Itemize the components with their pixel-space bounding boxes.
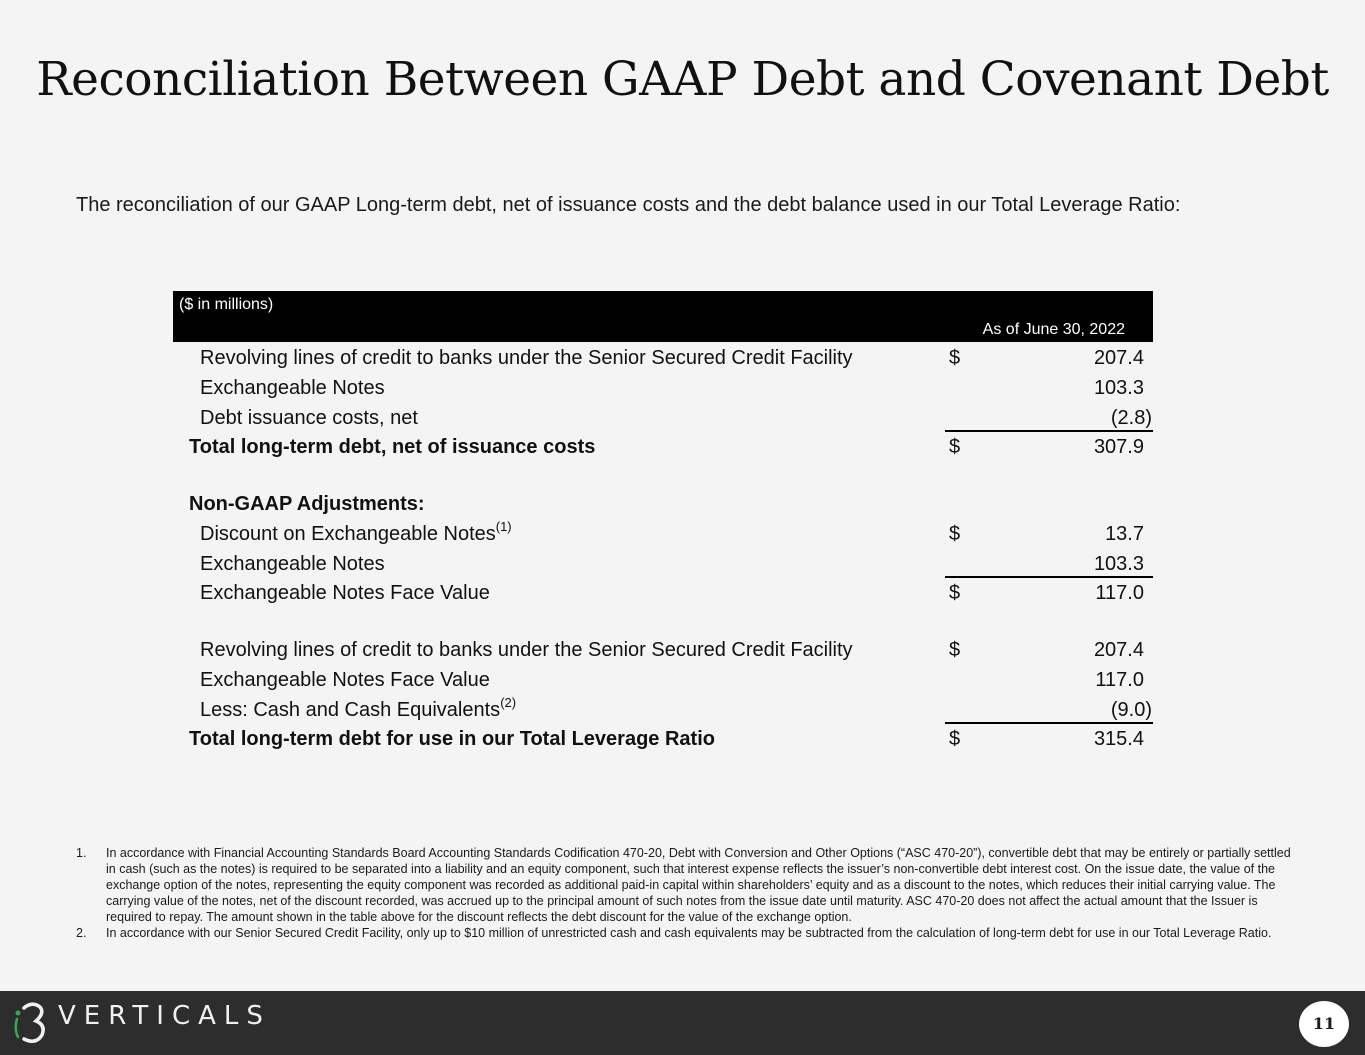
footnote-text: In accordance with Financial Accounting Standards Board Accounting Standards Codification 470-20, Debt with Conversion and Other Options (“ASC 470-20”), convertible debt that may be entirely or partially settled in cash (such as the notes) is required to be separated into a liability and an equity component, such that interest expense reflects the issuer’s non-convertible debt interest cost. On the issue date, the value of the exchange option of the notes, representing the equity component was recorded as additional paid-in capital within shareholders’ equity and as a discount to the notes, which reduces their initial carrying value. The carrying value of the notes, net of the discount recorded, was accrued up to the principal amount of such notes from the issue date until maturity. ASC 470-20 does not affect the actual amount that the Issuer is required to repay. The amount shown in the table above for the discount reflects the debt discount for the value of the exchange option. xyxy=(106,846,1291,924)
row-value: 13.7 xyxy=(1105,523,1144,545)
footnote-number: 1. xyxy=(76,846,87,860)
i3-logo-icon xyxy=(12,999,52,1045)
row-label: Total long-term debt, net of issuance costs xyxy=(189,436,596,458)
table-row xyxy=(173,695,1153,725)
row-value: 315.4 xyxy=(1093,728,1144,750)
table-row xyxy=(173,343,1153,373)
table-row xyxy=(173,578,1153,608)
row-value: (9.0) xyxy=(1110,699,1152,721)
logo-wordmark: VERTICALS xyxy=(58,1001,271,1031)
row-value: 103.3 xyxy=(1093,377,1144,399)
dollar-sign: $ xyxy=(949,582,961,604)
footnotes xyxy=(76,845,1291,941)
table-row xyxy=(173,403,1153,433)
row-value: 307.9 xyxy=(1093,436,1144,458)
row-label: Discount on Exchangeable Notes$^{(1)}$ xyxy=(200,519,512,545)
units-label: ($ in millions) xyxy=(179,296,274,313)
column-header: As of June 30, 2022 xyxy=(982,321,1125,338)
footer-bar xyxy=(0,991,1365,1055)
table-row xyxy=(173,432,1153,462)
row-label: Revolving lines of credit to banks under the Senior Secured Credit Facility xyxy=(200,639,853,661)
row-label: Non-GAAP Adjustments: xyxy=(189,493,425,515)
table-row xyxy=(173,519,1153,549)
page-number: 11 xyxy=(1299,1001,1349,1047)
footnote-ref: (1) xyxy=(495,519,512,534)
footnote-ref: (2) xyxy=(500,695,517,710)
section-heading xyxy=(173,489,1153,519)
row-label: Debt issuance costs, net xyxy=(200,407,418,429)
intro-paragraph: The reconciliation of our GAAP Long-term debt, net of issuance costs and the debt balance used in our Total Leverage Ratio: xyxy=(76,194,1181,216)
dollar-sign: $ xyxy=(949,523,961,545)
table-row xyxy=(173,373,1153,403)
row-value: 117.0 xyxy=(1095,582,1144,604)
dollar-sign: $ xyxy=(949,436,961,458)
footnote-number: 2. xyxy=(76,926,87,940)
page-title: Reconciliation Between GAAP Debt and Covenant Debt xyxy=(36,52,1329,107)
row-label: Less: Cash and Cash Equivalents$^{(2)}$ xyxy=(200,695,517,721)
table-header xyxy=(173,291,1153,342)
row-value: (2.8) xyxy=(1110,407,1152,429)
table-row xyxy=(173,635,1153,665)
footnote xyxy=(76,845,1291,925)
footnote xyxy=(76,925,1291,941)
dollar-sign: $ xyxy=(949,347,961,369)
row-label: Exchangeable Notes Face Value xyxy=(200,669,490,691)
row-value: 117.0 xyxy=(1095,669,1144,691)
row-value: 207.4 xyxy=(1093,639,1144,661)
row-label: Exchangeable Notes Face Value xyxy=(200,582,490,604)
row-value: 207.4 xyxy=(1093,347,1144,369)
row-label: Total long-term debt for use in our Total Leverage Ratio xyxy=(189,728,715,750)
row-label: Exchangeable Notes xyxy=(200,377,385,399)
table-row xyxy=(173,665,1153,695)
table-row xyxy=(173,724,1153,754)
dollar-sign: $ xyxy=(949,728,961,750)
dollar-sign: $ xyxy=(949,639,961,661)
row-value: 103.3 xyxy=(1093,553,1144,575)
table-row xyxy=(173,549,1153,579)
footnote-text: In accordance with our Senior Secured Credit Facility, only up to $10 million of unrestricted cash and cash equivalents may be subtracted from the calculation of long-term debt for use in our Total Leverage Ratio. xyxy=(106,926,1272,940)
row-label: Revolving lines of credit to banks under the Senior Secured Credit Facility xyxy=(200,347,853,369)
row-label: Exchangeable Notes xyxy=(200,553,385,575)
